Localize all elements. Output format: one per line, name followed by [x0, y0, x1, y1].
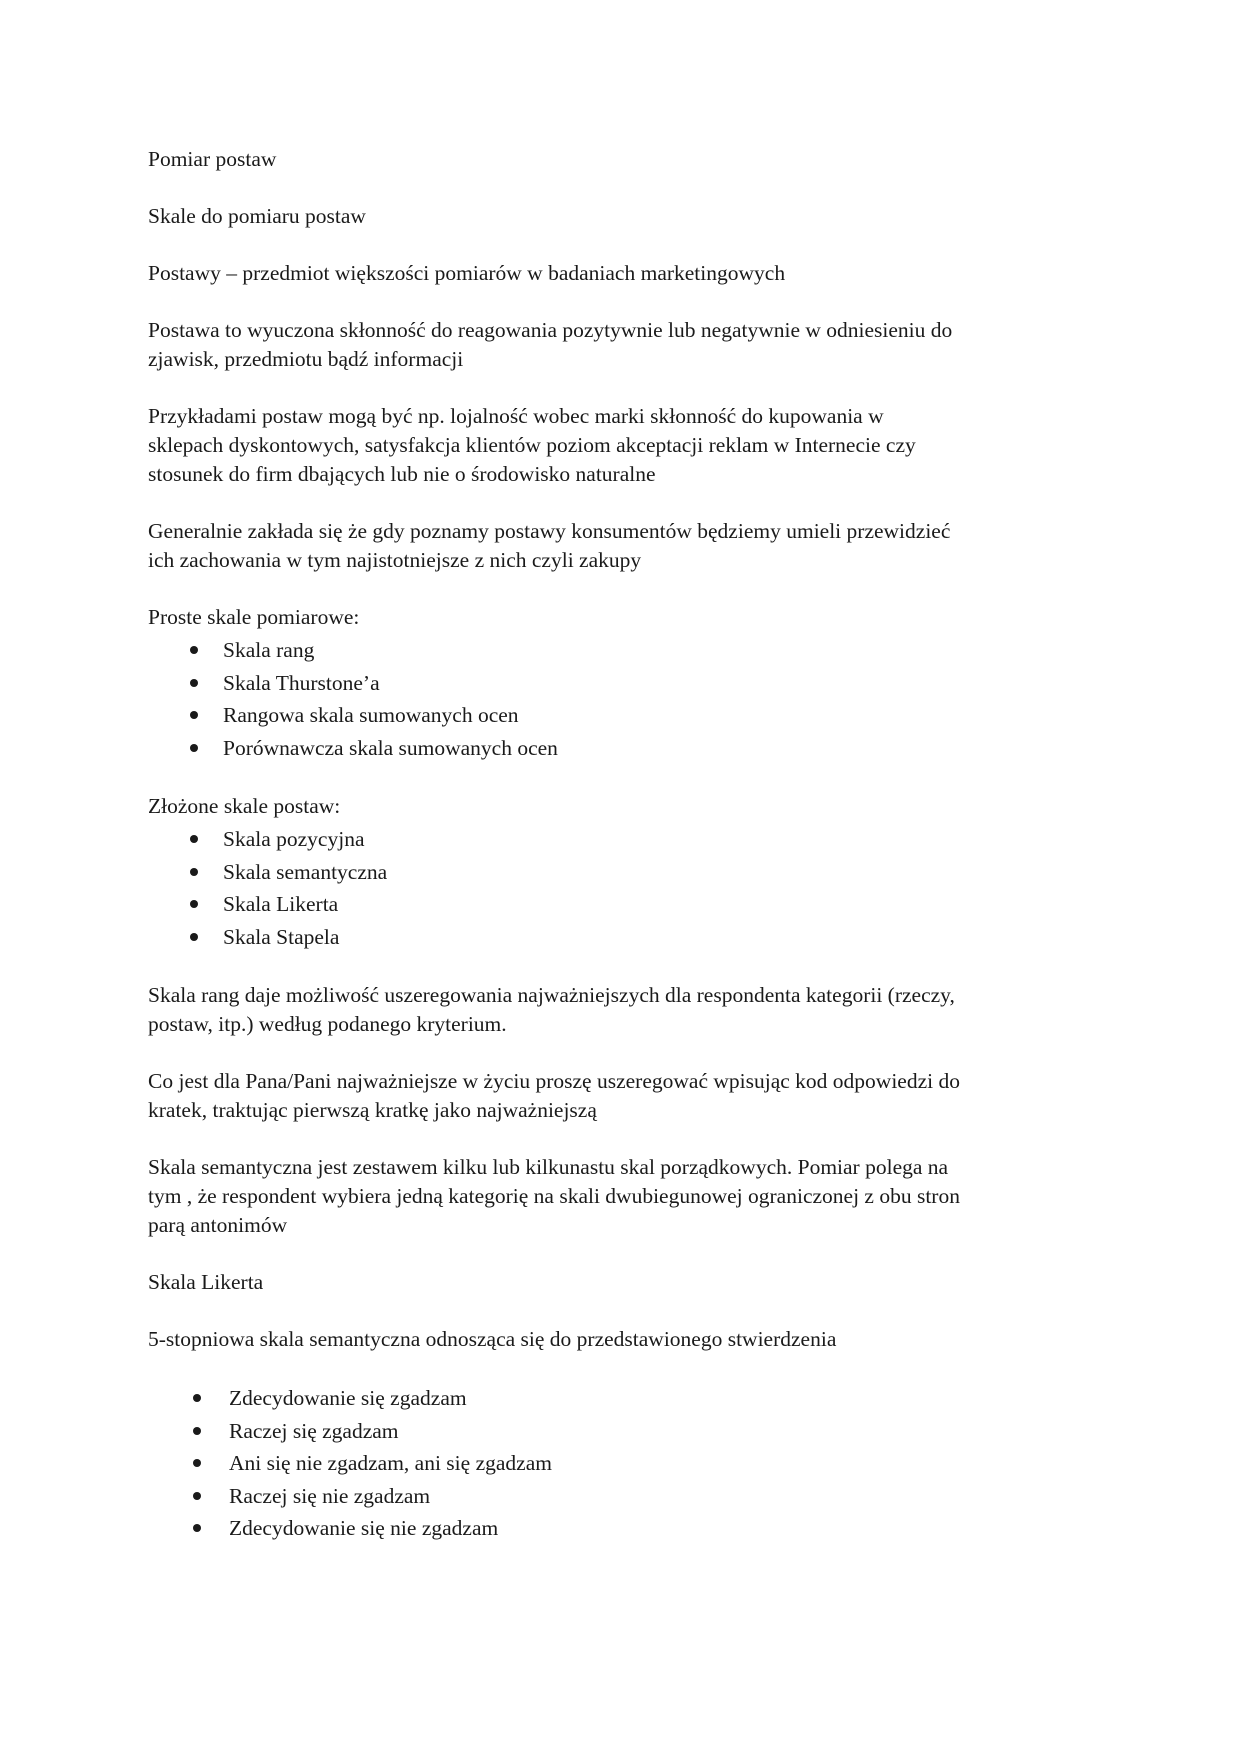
bullet-icon — [193, 1492, 201, 1500]
bullet-icon — [193, 1394, 201, 1402]
list-item — [148, 1480, 1108, 1513]
list-item-label: Porównawcza skala sumowanych ocen — [223, 735, 558, 760]
bullet-icon — [190, 646, 198, 654]
text-line: tym , że respondent wybiera jedną kategorię na skali dwubiegunowej ograniczonej z obu stron — [148, 1184, 960, 1208]
text-line: Skala rang daje możliwość uszeregowania najważniejszych dla respondenta kategorii (rzeczy, — [148, 983, 955, 1007]
bullet-icon — [190, 835, 198, 843]
bullet-icon — [193, 1524, 201, 1532]
simple-scales-list — [148, 634, 1108, 764]
list-item — [148, 856, 1108, 889]
text-line: zjawisk, przedmiotu bądź informacji — [148, 347, 464, 371]
bullet-icon — [190, 744, 198, 752]
list-item-label: Zdecydowanie się nie zgadzam — [229, 1516, 499, 1540]
paragraph-semantic-scale — [148, 1153, 1108, 1240]
list-item-label: Skala Stapela — [223, 924, 340, 949]
list-item-label: Raczej się nie zgadzam — [229, 1483, 431, 1508]
likert-heading: Skala Likerta — [148, 1270, 264, 1294]
list-item — [148, 699, 1108, 732]
list-item — [148, 634, 1108, 667]
text-line: postaw, itp.) według podanego kryterium. — [148, 1012, 507, 1036]
doc-title: Pomiar postaw — [148, 147, 277, 171]
list-item-label: Skala pozycyjna — [223, 827, 365, 851]
likert-options-list — [148, 1382, 1108, 1545]
list-item — [148, 1512, 1108, 1545]
likert-description: 5-stopniowa skala semantyczna odnosząca się do przedstawionego stwierdzenia — [148, 1327, 837, 1351]
bullet-icon — [190, 868, 198, 876]
text-line: Generalnie zakłada się że gdy poznamy postawy konsumentów będziemy umieli przewidzieć — [148, 519, 951, 543]
doc-subtitle: Skale do pomiaru postaw — [148, 204, 366, 228]
list-item — [148, 667, 1108, 700]
list-item — [148, 1382, 1108, 1415]
bullet-icon — [190, 679, 198, 687]
list-item — [148, 732, 1108, 765]
text-line: sklepach dyskontowych, satysfakcja klientów poziom akceptacji reklam w Internecie czy — [148, 433, 916, 457]
text-line: parą antonimów — [148, 1213, 288, 1237]
list-item-label: Zdecydowanie się zgadzam — [229, 1386, 467, 1410]
text-line: Postawa to wyuczona skłonność do reagowania pozytywnie lub negatywnie w odniesieniu do — [148, 318, 953, 342]
list-item — [148, 888, 1108, 921]
text-line: Co jest dla Pana/Pani najważniejsze w życiu proszę uszeregować wpisując kod odpowiedzi do — [148, 1069, 960, 1093]
list-item-label: Raczej się zgadzam — [229, 1418, 399, 1443]
bullet-icon — [190, 900, 198, 908]
list-item-label: Rangowa skala sumowanych ocen — [223, 703, 519, 727]
bullet-icon — [190, 933, 198, 941]
text-line: Postawy – przedmiot większości pomiarów w badaniach marketingowych — [148, 261, 786, 285]
list-item-label: Skala Likerta — [223, 892, 339, 916]
list-item — [148, 1447, 1108, 1480]
text-line: stosunek do firm dbających lub nie o środowisko naturalne — [148, 462, 656, 486]
list-item-label: Ani się nie zgadzam, ani się zgadzam — [229, 1451, 552, 1475]
simple-scales-heading: Proste skale pomiarowe: — [148, 605, 360, 629]
paragraph-examples — [148, 402, 1108, 489]
list-item-label: Skala rang — [223, 638, 315, 662]
list-item — [148, 1415, 1108, 1448]
text-line: ich zachowania w tym najistotniejsze z nich czyli zakupy — [148, 548, 642, 572]
list-item-label: Skala Thurstone’a — [223, 670, 380, 695]
document-page — [148, 145, 1108, 1573]
bullet-icon — [193, 1459, 201, 1467]
paragraph-question — [148, 1067, 1108, 1125]
paragraph-definition — [148, 316, 1108, 374]
paragraph-postawy — [148, 259, 1108, 288]
complex-scales-list — [148, 823, 1108, 953]
bullet-icon — [190, 711, 198, 719]
list-item — [148, 921, 1108, 954]
text-line: Skala semantyczna jest zestawem kilku lub kilkunastu skal porządkowych. Pomiar polega na — [148, 1155, 949, 1179]
text-line: Przykładami postaw mogą być np. lojalność wobec marki skłonność do kupowania w — [148, 404, 884, 428]
complex-scales-heading: Złożone skale postaw: — [148, 794, 341, 818]
bullet-icon — [193, 1427, 201, 1435]
paragraph-rank-scale — [148, 981, 1108, 1039]
paragraph-general — [148, 517, 1108, 575]
list-item — [148, 823, 1108, 856]
text-line: kratek, traktując pierwszą kratkę jako najważniejszą — [148, 1098, 597, 1122]
list-item-label: Skala semantyczna — [223, 859, 388, 884]
